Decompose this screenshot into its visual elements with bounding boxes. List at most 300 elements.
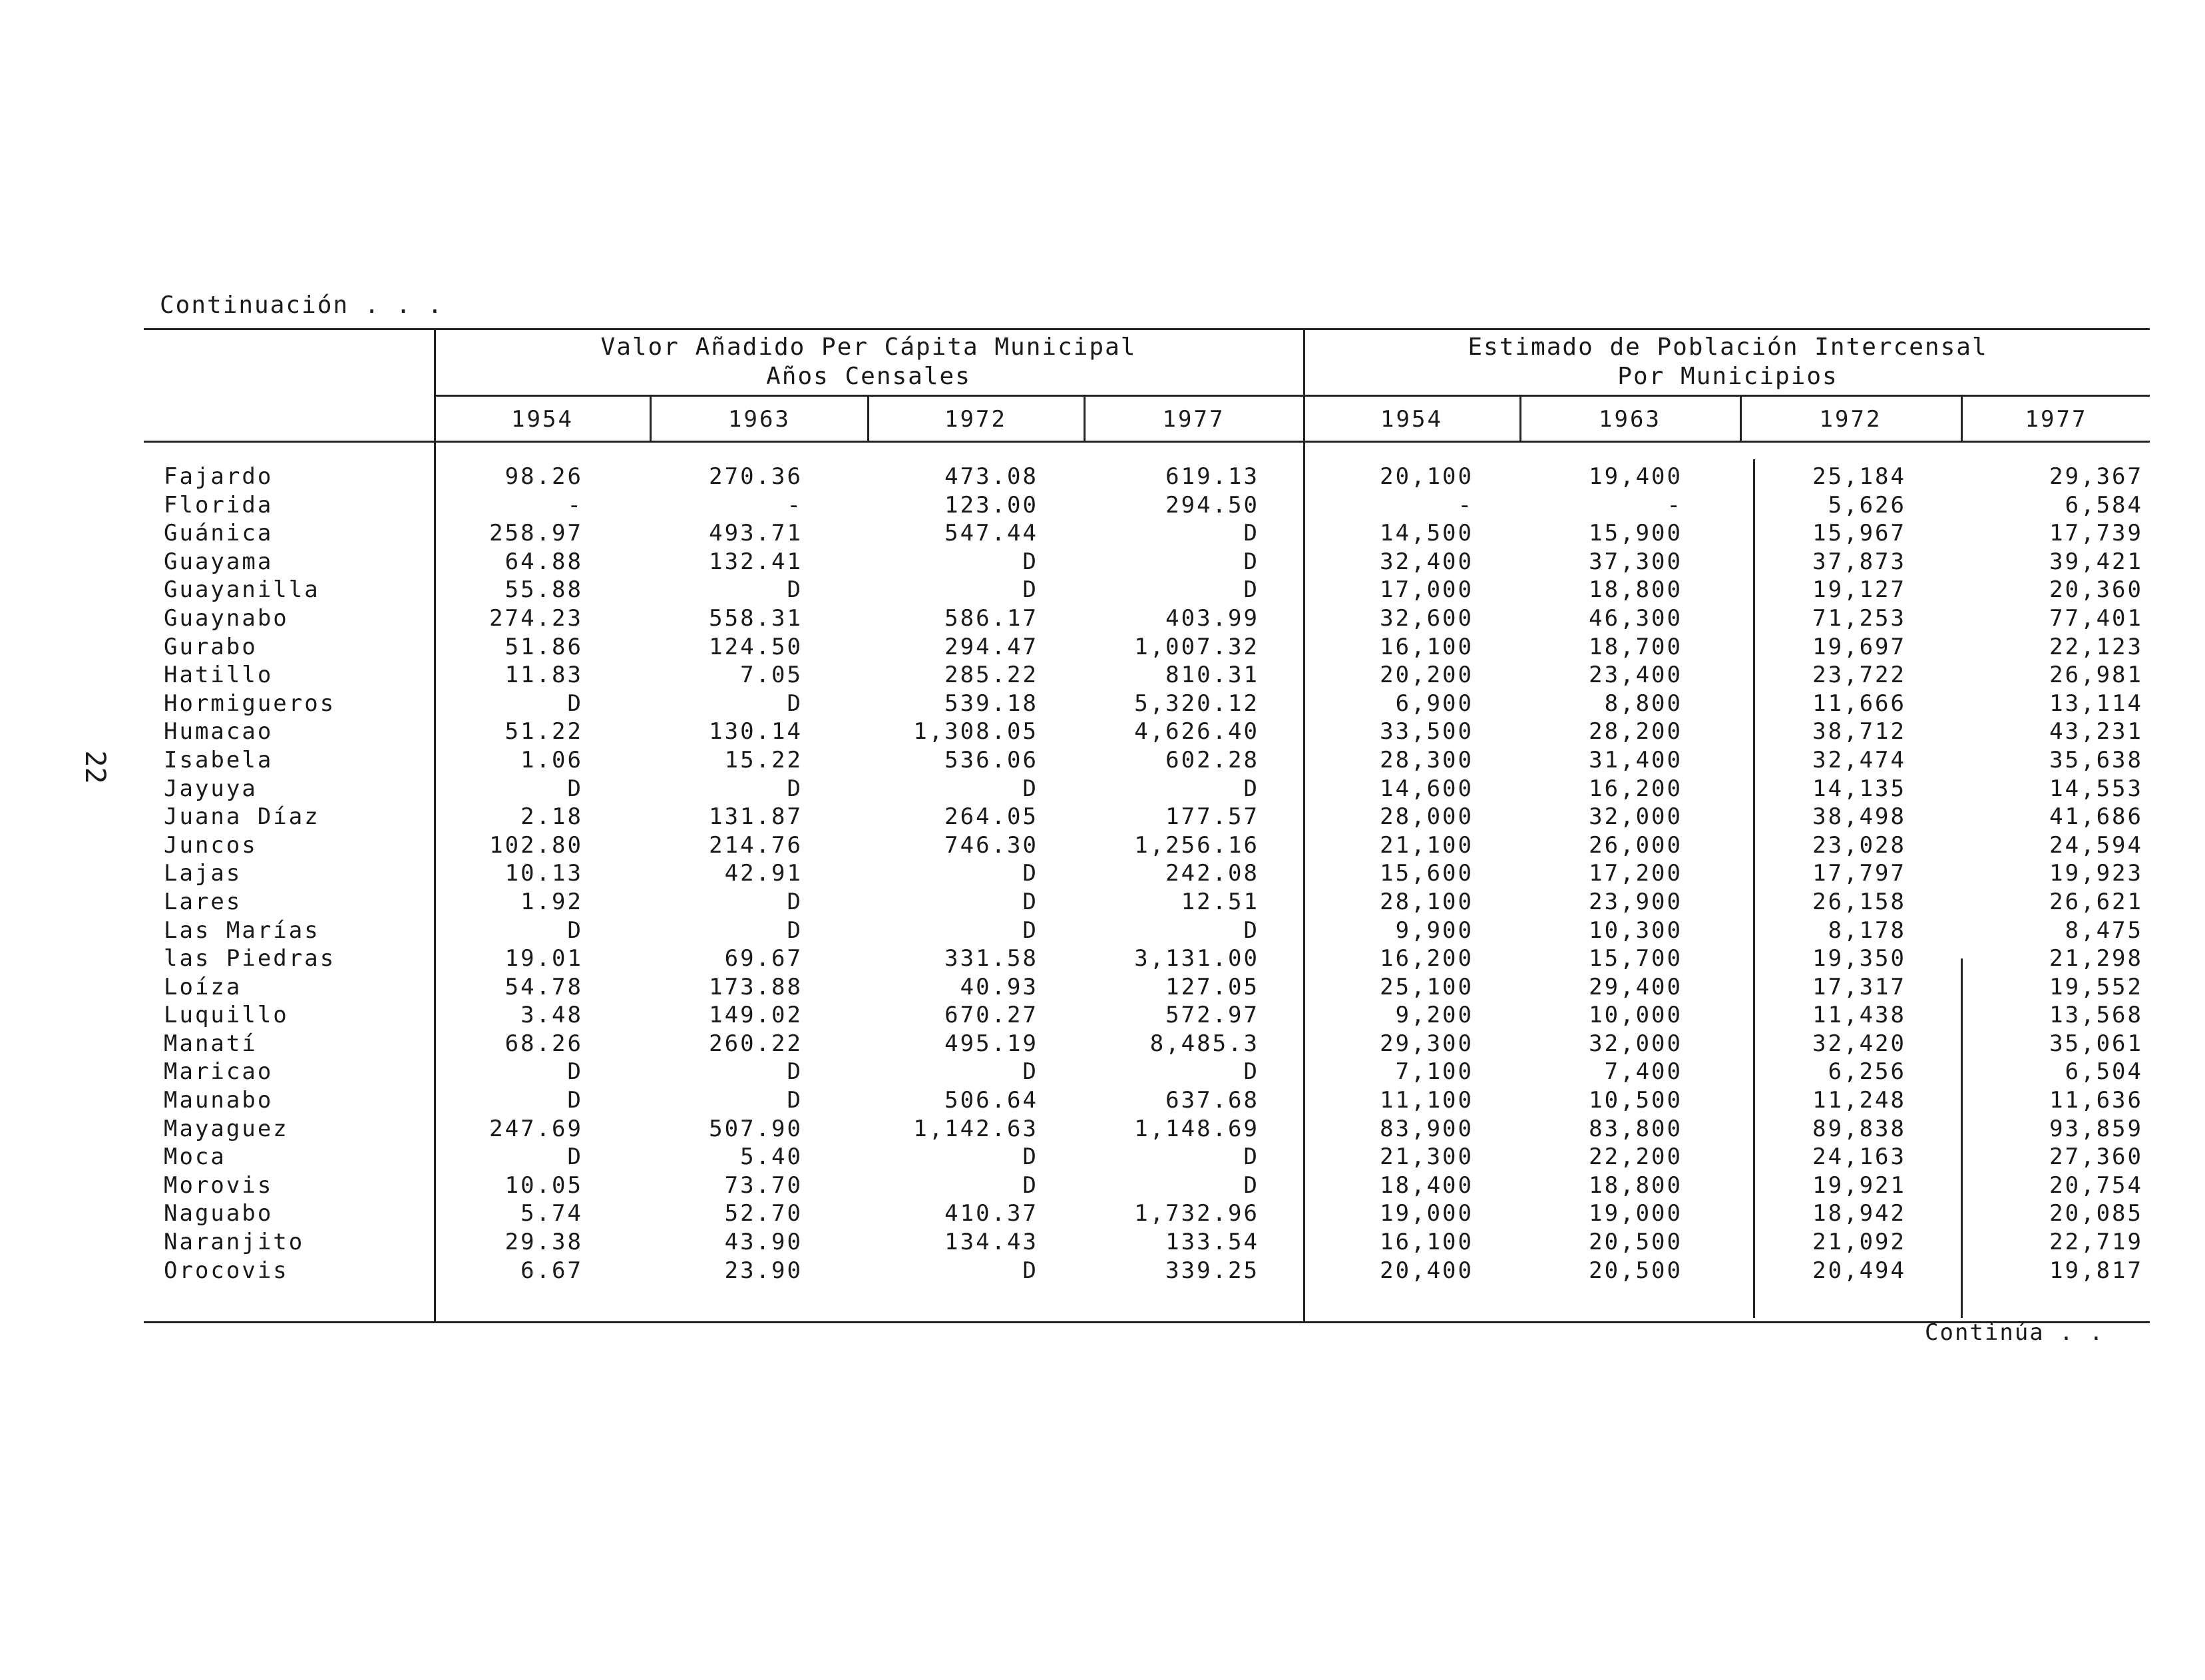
table-cell: 11,666 [1812,690,1906,717]
table-cell: 4,626.40 [1134,718,1259,745]
municipality-name: Naranjito [164,1229,305,1256]
table-cell: 93,859 [2049,1115,2143,1142]
table-cell: D [1022,1144,1038,1171]
table-cell: - [787,491,803,519]
table-cell: 15,600 [1380,860,1474,887]
table-cell: 16,100 [1380,633,1474,660]
table-cell: 26,621 [2049,888,2143,915]
table-cell: 746.30 [944,831,1038,859]
municipality-name: Guánica [164,520,274,547]
table-cell: 17,000 [1380,576,1474,604]
table-cell: D [1022,775,1038,802]
table-cell: 495.19 [944,1030,1038,1057]
table-cell: 23.90 [724,1257,803,1284]
table-cell: 1,256.16 [1134,831,1259,859]
table-cell: 124.50 [709,633,803,660]
header-population-title: Estimado de Población Intercensal [1468,333,1988,361]
municipality-name: Mayaguez [164,1115,289,1142]
table-row [0,747,2205,775]
table-cell: 258.97 [489,520,583,547]
table-cell: 637.68 [1165,1087,1259,1114]
municipality-name: Gurabo [164,633,258,660]
table-cell: 20,754 [2049,1171,2143,1199]
table-cell: 38,712 [1812,718,1906,745]
table-cell: D [567,1087,583,1114]
table-row [0,1002,2205,1030]
table-cell: 11,636 [2049,1087,2143,1114]
table-cell: 22,200 [1589,1144,1683,1171]
table-cell: 539.18 [944,690,1038,717]
table-cell: 20,500 [1589,1257,1683,1284]
table-cell: 10,300 [1589,917,1683,944]
table-row [0,1087,2205,1116]
table-cell: 77,401 [2049,604,2143,632]
table-cell: - [1667,491,1683,519]
table-cell: 6,584 [2065,491,2143,519]
year-header: 1972 [944,406,1007,433]
municipality-name: Jayuya [164,775,258,802]
table-cell: 19,400 [1589,463,1683,490]
table-cell: 32,474 [1812,746,1906,773]
table-cell: 19,127 [1812,576,1906,604]
table-cell: 15,967 [1812,520,1906,547]
header-by-municipality: Por Municipios [1617,363,1838,390]
table-cell: 18,700 [1589,633,1683,660]
header-group-rule [434,395,2150,397]
table-cell: 619.13 [1165,463,1259,490]
table-cell: 21,300 [1380,1144,1474,1171]
table-cell: 16,200 [1589,775,1683,802]
table-cell: 31,400 [1589,746,1683,773]
table-cell: 52.70 [724,1200,803,1227]
table-cell: - [567,491,583,519]
table-cell: 102.80 [489,831,583,859]
table-row [0,662,2205,690]
divider-v1963 [650,395,652,441]
table-cell: 5.40 [740,1144,803,1171]
table-cell: 1,007.32 [1134,633,1259,660]
table-cell: 69.67 [724,945,803,972]
table-cell: 19,921 [1812,1171,1906,1199]
table-cell: 19,552 [2049,973,2143,1000]
table-cell: 20,100 [1380,463,1474,490]
table-cell: 16,200 [1380,945,1474,972]
table-cell: D [1022,1171,1038,1199]
table-row [0,1172,2205,1201]
table-cell: 1,308.05 [913,718,1038,745]
table-cell: 14,500 [1380,520,1474,547]
table-cell: D [787,690,803,717]
table-cell: 130.14 [709,718,803,745]
table-cell: D [1022,1058,1038,1086]
table-cell: 20,500 [1589,1229,1683,1256]
table-cell: 18,400 [1380,1171,1474,1199]
municipality-name: Fajardo [164,463,274,490]
table-cell: 602.28 [1165,746,1259,773]
table-cell: 339.25 [1165,1257,1259,1284]
table-cell: 149.02 [709,1002,803,1029]
table-cell: 285.22 [944,662,1038,689]
municipality-name: Juana Díaz [164,803,320,831]
table-row [0,775,2205,804]
municipality-name: Guayanilla [164,576,320,604]
municipality-name: Lares [164,888,242,915]
table-cell: D [567,690,583,717]
table-cell: D [1022,576,1038,604]
table-cell: 26,000 [1589,831,1683,859]
table-cell: 17,317 [1812,973,1906,1000]
year-header: 1963 [1599,406,1661,433]
table-cell: 10.05 [504,1171,583,1199]
table-cell: 473.08 [944,463,1038,490]
table-row [0,1229,2205,1257]
table-row [0,803,2205,832]
table-cell: 32,600 [1380,604,1474,632]
table-cell: 558.31 [709,604,803,632]
table-row [0,520,2205,548]
table-row [0,463,2205,492]
table-row [0,634,2205,662]
table-row [0,945,2205,974]
municipality-name: Isabela [164,746,274,773]
table-cell: 25,184 [1812,463,1906,490]
table-cell: 25,100 [1380,973,1474,1000]
table-cell: D [567,1144,583,1171]
table-cell: 15,900 [1589,520,1683,547]
table-cell: 19,350 [1812,945,1906,972]
table-cell: 3,131.00 [1134,945,1259,972]
table-cell: 16,100 [1380,1229,1474,1256]
table-cell: D [1243,520,1259,547]
table-cell: 133.54 [1165,1229,1259,1256]
table-cell: 15.22 [724,746,803,773]
header-bottom-rule [144,441,2150,443]
table-cell: 260.22 [709,1030,803,1057]
municipality-name: Hormigueros [164,690,336,717]
table-cell: 493.71 [709,520,803,547]
table-cell: 7.05 [740,662,803,689]
table-cell: 507.90 [709,1115,803,1142]
table-cell: 38,498 [1812,803,1906,831]
table-cell: D [1022,548,1038,575]
table-cell: 29,300 [1380,1030,1474,1057]
table-cell: 51.86 [504,633,583,660]
table-bottom-rule [144,1321,2150,1323]
table-cell: 21,092 [1812,1229,1906,1256]
table-top-rule [144,328,2150,330]
table-cell: D [787,576,803,604]
header-value-added-title: Valor Añadido Per Cápita Municipal [600,333,1137,361]
table-cell: 18,800 [1589,576,1683,604]
table-cell: 536.06 [944,746,1038,773]
municipality-name: Orocovis [164,1257,289,1284]
year-header: 1972 [1819,406,1882,433]
table-cell: D [1022,888,1038,915]
table-row [0,832,2205,861]
table-cell: 19.01 [504,945,583,972]
table-cell: 331.58 [944,945,1038,972]
table-cell: 28,300 [1380,746,1474,773]
table-cell: 40.93 [960,973,1038,1000]
table-cell: D [787,917,803,944]
table-cell: 51.22 [504,718,583,745]
table-cell: 42.91 [724,860,803,887]
table-cell: 10,000 [1589,1002,1683,1029]
table-cell: 20,200 [1380,662,1474,689]
table-body [0,463,2205,1285]
table-row [0,974,2205,1002]
table-cell: 586.17 [944,604,1038,632]
table-cell: D [1243,1144,1259,1171]
table-row [0,1144,2205,1172]
table-cell: 5.74 [520,1200,583,1227]
table-cell: 410.37 [944,1200,1038,1227]
table-cell: 8,475 [2065,917,2143,944]
municipality-name: Maunabo [164,1087,274,1114]
table-cell: 13,568 [2049,1002,2143,1029]
table-cell: 7,100 [1395,1058,1474,1086]
table-cell: 23,028 [1812,831,1906,859]
table-cell: 37,873 [1812,548,1906,575]
table-cell: 11,248 [1812,1087,1906,1114]
municipality-name: Hatillo [164,662,274,689]
table-cell: 6,256 [1828,1058,1906,1086]
municipality-name: Moca [164,1144,226,1171]
table-cell: 83,800 [1589,1115,1683,1142]
table-cell: 32,000 [1589,1030,1683,1057]
table-cell: 173.88 [709,973,803,1000]
table-cell: 68.26 [504,1030,583,1057]
table-cell: 20,494 [1812,1257,1906,1284]
table-cell: 73.70 [724,1171,803,1199]
table-cell: 46,300 [1589,604,1683,632]
table-cell: 21,100 [1380,831,1474,859]
table-cell: D [787,888,803,915]
table-cell: 572.97 [1165,1002,1259,1029]
table-cell: 32,400 [1380,548,1474,575]
table-row [0,1200,2205,1229]
table-cell: 8,800 [1604,690,1683,717]
table-cell: 41,686 [2049,803,2143,831]
table-cell: D [567,1058,583,1086]
table-cell: 19,923 [2049,860,2143,887]
table-cell: 29,367 [2049,463,2143,490]
table-cell: 3.48 [520,1002,583,1029]
table-cell: 15,700 [1589,945,1683,972]
municipality-name: Guaynabo [164,604,289,632]
table-row [0,1257,2205,1286]
table-cell: 547.44 [944,520,1038,547]
table-cell: 11,100 [1380,1087,1474,1114]
table-cell: 242.08 [1165,860,1259,887]
table-cell: 1.92 [520,888,583,915]
municipality-name: Las Marías [164,917,320,944]
table-cell: 54.78 [504,973,583,1000]
table-cell: 2.18 [520,803,583,831]
municipality-name: Manatí [164,1030,258,1057]
table-cell: 14,600 [1380,775,1474,802]
municipality-name: Morovis [164,1171,274,1199]
table-row [0,1116,2205,1144]
table-cell: 14,135 [1812,775,1906,802]
year-header: 1977 [1162,406,1225,433]
table-row [0,1030,2205,1059]
table-cell: D [1022,1257,1038,1284]
year-header: 1954 [1380,406,1443,433]
table-cell: 10.13 [504,860,583,887]
table-row [0,718,2205,747]
table-cell: 26,981 [2049,662,2143,689]
table-cell: 29.38 [504,1229,583,1256]
table-cell: 294.50 [1165,491,1259,519]
table-cell: 35,638 [2049,746,2143,773]
table-cell: 22,719 [2049,1229,2143,1256]
table-cell: 20,360 [2049,576,2143,604]
table-cell: 134.43 [944,1229,1038,1256]
municipality-name: Luquillo [164,1002,289,1029]
table-cell: D [787,775,803,802]
table-cell: 35,061 [2049,1030,2143,1057]
table-cell: 1.06 [520,746,583,773]
table-cell: D [567,917,583,944]
table-cell: 506.64 [944,1087,1038,1114]
table-row [0,1058,2205,1087]
table-cell: 274.23 [489,604,583,632]
table-cell: 28,000 [1380,803,1474,831]
table-cell: 294.47 [944,633,1038,660]
municipality-name: Juncos [164,831,258,859]
municipality-name: Loíza [164,973,242,1000]
table-cell: 9,200 [1395,1002,1474,1029]
table-row [0,860,2205,889]
table-cell: 14,553 [2049,775,2143,802]
table-cell: 33,500 [1380,718,1474,745]
table-cell: 20,400 [1380,1257,1474,1284]
table-cell: 810.31 [1165,662,1259,689]
table-cell: D [787,1058,803,1086]
table-cell: 29,400 [1589,973,1683,1000]
table-cell: 39,421 [2049,548,2143,575]
table-cell: 19,817 [2049,1257,2143,1284]
table-cell: 12.51 [1181,888,1259,915]
table-cell: 17,200 [1589,860,1683,887]
table-cell: D [1243,1171,1259,1199]
table-cell: 43.90 [724,1229,803,1256]
table-cell: D [1243,548,1259,575]
table-cell: 23,722 [1812,662,1906,689]
table-cell: 5,320.12 [1134,690,1259,717]
table-cell: 8,485.3 [1149,1030,1259,1057]
table-cell: 55.88 [504,576,583,604]
year-header: 1977 [2025,406,2088,433]
table-cell: 403.99 [1165,604,1259,632]
table-cell: 28,100 [1380,888,1474,915]
table-cell: 17,739 [2049,520,2143,547]
table-row [0,605,2205,634]
table-cell: 7,400 [1604,1058,1683,1086]
table-row [0,889,2205,917]
table-row [0,576,2205,605]
table-cell: 264.05 [944,803,1038,831]
municipality-name: Humacao [164,718,274,745]
table-cell: 132.41 [709,548,803,575]
table-cell: 71,253 [1812,604,1906,632]
table-cell: 19,000 [1380,1200,1474,1227]
table-cell: 64.88 [504,548,583,575]
table-row [0,917,2205,946]
table-cell: 11,438 [1812,1002,1906,1029]
table-cell: D [567,775,583,802]
table-cell: 24,163 [1812,1144,1906,1171]
table-cell: 6.67 [520,1257,583,1284]
table-row [0,690,2205,719]
table-cell: 27,360 [2049,1144,2143,1171]
table-cell: 1,142.63 [913,1115,1038,1142]
table-cell: 1,732.96 [1134,1200,1259,1227]
continuation-label: Continuación . . . [160,292,444,319]
table-cell: 37,300 [1589,548,1683,575]
year-header: 1954 [511,406,574,433]
table-cell: D [1243,1058,1259,1086]
table-cell: - [1458,491,1474,519]
table-cell: 5,626 [1828,491,1906,519]
table-cell: 21,298 [2049,945,2143,972]
table-cell: 18,800 [1589,1171,1683,1199]
table-cell: 19,697 [1812,633,1906,660]
table-cell: 177.57 [1165,803,1259,831]
table-cell: 23,900 [1589,888,1683,915]
table-cell: 10,500 [1589,1087,1683,1114]
table-cell: 23,400 [1589,662,1683,689]
table-cell: 670.27 [944,1002,1038,1029]
municipality-name: Maricao [164,1058,274,1086]
table-cell: 123.00 [944,491,1038,519]
municipality-name: Guayama [164,548,274,575]
table-cell: 6,900 [1395,690,1474,717]
municipality-name: Florida [164,491,274,519]
table-cell: D [1243,576,1259,604]
table-cell: 83,900 [1380,1115,1474,1142]
table-cell: 43,231 [2049,718,2143,745]
table-cell: D [1243,917,1259,944]
table-cell: 270.36 [709,463,803,490]
table-cell: 6,504 [2065,1058,2143,1086]
table-cell: 98.26 [504,463,583,490]
table-cell: D [1243,775,1259,802]
table-cell: D [787,1087,803,1114]
year-header: 1963 [728,406,791,433]
table-cell: 131.87 [709,803,803,831]
table-cell: 11.83 [504,662,583,689]
table-row [0,548,2205,577]
table-cell: 20,085 [2049,1200,2143,1227]
table-cell: 13,114 [2049,690,2143,717]
municipality-name: las Piedras [164,945,336,972]
continues-label: Continúa . . [1925,1319,2105,1346]
table-cell: 19,000 [1589,1200,1683,1227]
table-cell: 247.69 [489,1115,583,1142]
table-cell: D [1022,860,1038,887]
table-cell: 32,000 [1589,803,1683,831]
table-cell: 1,148.69 [1134,1115,1259,1142]
table-cell: 214.76 [709,831,803,859]
table-cell: 8,178 [1828,917,1906,944]
header-census-years: Años Censales [766,363,971,390]
page-number: 22 [79,750,112,784]
table-cell: 9,900 [1395,917,1474,944]
municipality-name: Lajas [164,860,242,887]
table-cell: 32,420 [1812,1030,1906,1057]
